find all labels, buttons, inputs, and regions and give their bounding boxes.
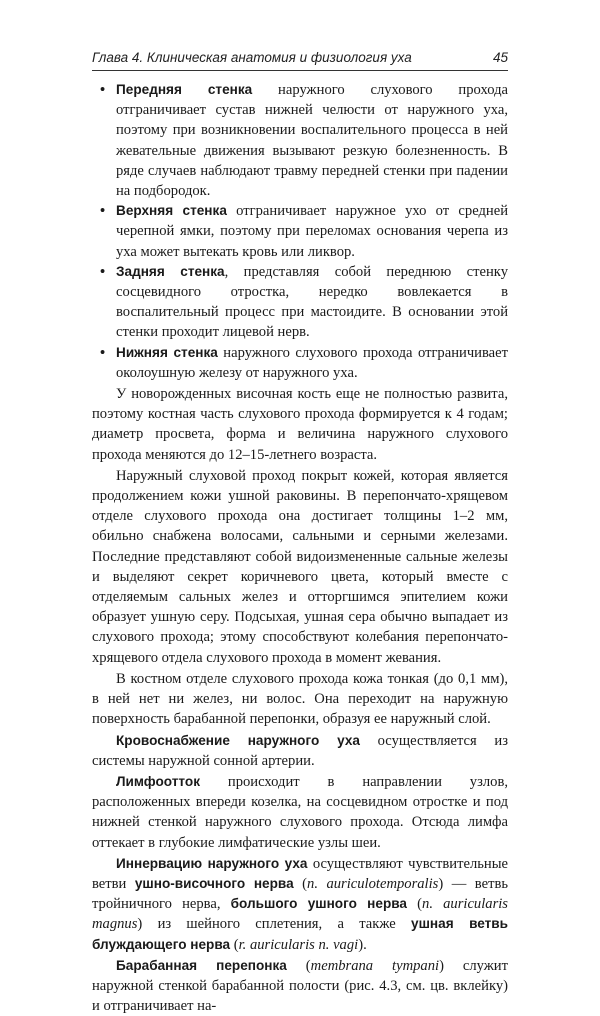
nerve-vagus-auricular-branch: ушная ветвь блуждающего нерва [92,916,508,952]
page-body [92,80,508,1016]
term-superior-wall: Верхняя стенка [116,203,227,219]
text-innervation-4: ( [407,896,423,913]
paragraph-skin: Наружный слуховой проход покрыт кожей, которая является продолжением кожи ушной раковины. В перепончато-хрящевом отделе слухового прохода она достигает толщины 1–2 мм, обильно снабжена волосами, сальными и серными железами. Последние представляют собой видоизмененные сальные железы и выделяют секрет коричневого цвета, который вместе с отделяемым сальных желез и отторгшимся эпителием кожи образует ушную серу. Подсыхая, ушная сера обычно выпадает из слухового прохода; этому способствуют колебания перепончато-хрящевого отдела слухового прохода в момент жевания. [92,467,508,666]
paragraph-bony-part: В костном отделе слухового прохода кожа тонкая (до 0,1 мм), в ней нет ни желез, ни волос. Она переходит на наружную поверхность барабанной перепонки, образуя ее наружный слой. [92,670,508,728]
term-blood-supply: Кровоснабжение наружного уха [116,732,360,748]
paragraph-lymph [92,772,508,853]
text-blood-supply: осуществляется из системы наружной сонной артерии. [92,732,508,769]
latin-auricularis-vagi: r. auricularis n. vagi [238,936,359,953]
list-item-inferior-wall [116,343,508,383]
text-innervation-6: ( [230,936,239,953]
nerve-auriculotemporal: ушно-височного нерва [134,875,294,891]
text-tympanic-1: ( [286,957,311,974]
text-innervation-2: ( [293,875,308,892]
latin-membrana-tympani: membrana tympani [310,957,440,974]
term-anterior-wall: Передняя стенка [116,82,253,97]
paragraph-newborn: У новорожденных височная кость еще не полностью развита, поэтому костная часть слухового прохода формируется к 4 годам; диаметр просвета, форма и величина наружного слухового прохода меняются до 12–15-летнего возраста. [92,386,508,463]
paragraph-blood-supply [92,731,508,771]
term-lymph: Лимфоотток [116,773,200,789]
term-inferior-wall: Нижняя стенка [116,344,218,360]
paragraph-innervation [92,854,508,955]
running-header [92,50,508,71]
wall-list [92,80,508,383]
latin-auriculotemporalis: n. auriculotemporalis [307,875,439,892]
term-innervation: Иннервацию наружного уха [116,855,308,871]
text-innervation-5: ) из шейного сплетения, а также [137,916,412,933]
list-item-superior-wall [116,201,508,262]
text-superior-wall: отграничивает наружное ухо от средней черепной ямки, поэтому при переломах основания черепа из уха может вытекать кровь или ликвор. [116,203,509,260]
chapter-title: Глава 4. Клиническая анатомия и физиология уха [92,50,412,65]
text-posterior-wall: , представляя собой переднюю стенку сосцевидного отростка, нередко вовлекается в воспалительный процесс при мастоидите. В основании этой стенки проходит лицевой нерв. [116,263,508,341]
page-number: 45 [492,50,508,65]
nerve-great-auricular: большого ушного нерва [230,896,407,912]
text-inferior-wall: наружного слухового прохода отграничивает околоушную железу от наружного уха. [116,344,509,381]
text-innervation-3: ) — ветвь тройничного нерва, [92,875,508,913]
text-tympanic-2: ) служит наружной стенкой барабанной полости (рис. 4.3, см. цв. вклейку) и отграничивает на- [92,957,508,1015]
text-innervation-1: осуществляют чувствительные ветви [92,855,508,892]
term-tympanic-membrane: Барабанная перепонка [116,957,287,973]
paragraph-tympanic-membrane [92,956,508,1016]
list-item-anterior-wall [116,80,508,201]
text-innervation-7: ). [358,936,367,953]
text-lymph: происходит в направлении узлов, расположенных впереди козелка, на сосцевидном отростке и под нижней стенкой наружного слухового прохода. Отсюда лимфа оттекает в глубокие лимфатические узлы шеи. [92,773,508,851]
list-item-posterior-wall [116,262,508,343]
term-posterior-wall: Задняя стенка [116,263,225,279]
text-anterior-wall: наружного слухового прохода отграничивает сустав нижней челюсти от наружного уха, поэтому при возникновении воспалительного процесса в ней жевательные движения вызывают резкую болезненность. В ряде случаев наблюдают травму передней стенки при падении на подбородок. [116,82,508,200]
latin-auricularis-magnus: n. auricularis magnus [92,896,508,933]
